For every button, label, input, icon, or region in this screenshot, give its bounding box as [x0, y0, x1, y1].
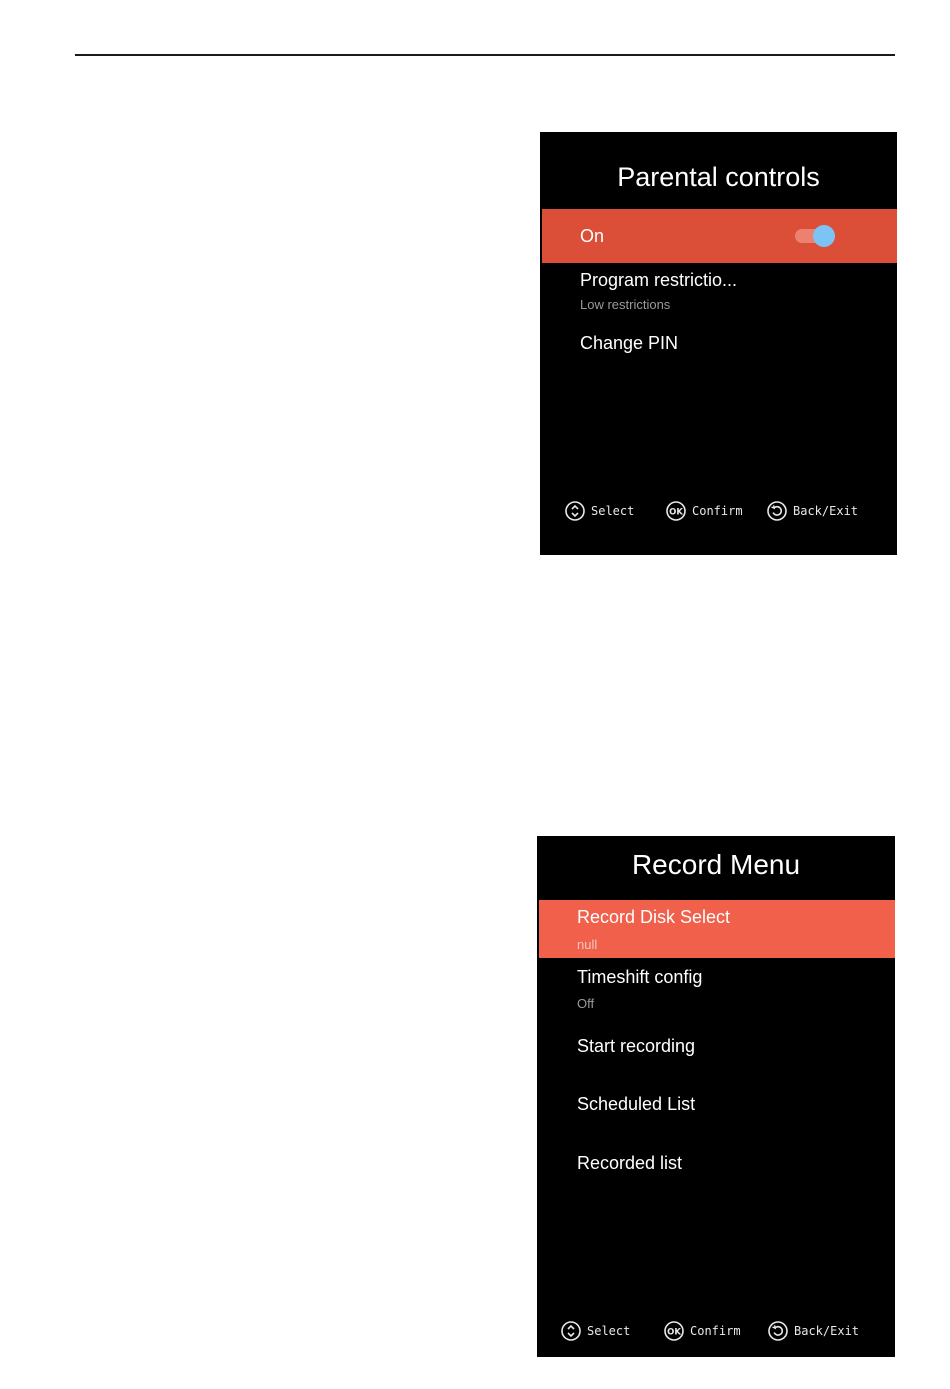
svg-text:OK: OK: [667, 1327, 681, 1338]
navigate-updown-icon: [565, 501, 585, 521]
hint-confirm: [664, 1318, 741, 1344]
menu-item-label: Program restrictio...: [580, 270, 738, 290]
page-top-rule: [75, 54, 895, 56]
menu-item-change-pin[interactable]: [542, 327, 897, 367]
menu-item-start-recording[interactable]: [539, 1032, 895, 1062]
ok-button-icon: [664, 1321, 684, 1341]
navigate-updown-icon: [561, 1321, 581, 1341]
back-arrow-icon: [767, 501, 787, 521]
menu-item-label: Change PIN: [580, 333, 679, 353]
hint-select: [565, 498, 634, 524]
menu-item-sublabel: Off: [577, 996, 595, 1011]
menu-item-on[interactable]: [542, 209, 897, 263]
menu-item-sublabel: null: [577, 937, 598, 952]
hint-label: Select: [587, 1324, 631, 1338]
menu-item-label: Timeshift config: [577, 967, 703, 987]
hint-label: Select: [591, 504, 635, 518]
menu-item-program-restrictions[interactable]: [542, 263, 897, 319]
menu-item-sublabel: Low restrictions: [580, 297, 671, 312]
hint-confirm: [666, 498, 743, 524]
menu-item-timeshift-config[interactable]: [539, 960, 895, 1016]
ok-button-icon: [666, 501, 686, 521]
back-arrow-icon: [768, 1321, 788, 1341]
menu-item-recorded-list[interactable]: [539, 1149, 895, 1179]
hint-label: Confirm: [692, 504, 743, 518]
panel-title: Parental controls: [617, 162, 820, 192]
hint-label: Back/Exit: [794, 1324, 860, 1338]
menu-item-label: Recorded list: [577, 1153, 683, 1173]
panel-title: Record Menu: [631, 849, 801, 880]
menu-item-label: Record Disk Select: [577, 907, 731, 927]
menu-item-label: Start recording: [577, 1036, 696, 1056]
key-hints-footer: [540, 498, 897, 524]
hint-label: Confirm: [690, 1324, 741, 1338]
menu-item-record-disk-select[interactable]: [539, 900, 895, 958]
hint-select: [561, 1318, 630, 1344]
parental-toggle-switch[interactable]: [793, 225, 835, 247]
record-menu-panel: [537, 836, 895, 1357]
toggle-thumb: [813, 225, 835, 247]
menu-item-label: Scheduled List: [577, 1094, 696, 1114]
menu-item-label: On: [580, 226, 605, 246]
menu-item-scheduled-list[interactable]: [539, 1090, 895, 1120]
hint-label: Back/Exit: [793, 504, 859, 518]
hint-back: [767, 498, 858, 524]
svg-text:OK: OK: [669, 507, 683, 518]
key-hints-footer: [537, 1318, 895, 1344]
parental-controls-panel: [540, 132, 897, 555]
hint-back: [768, 1318, 859, 1344]
